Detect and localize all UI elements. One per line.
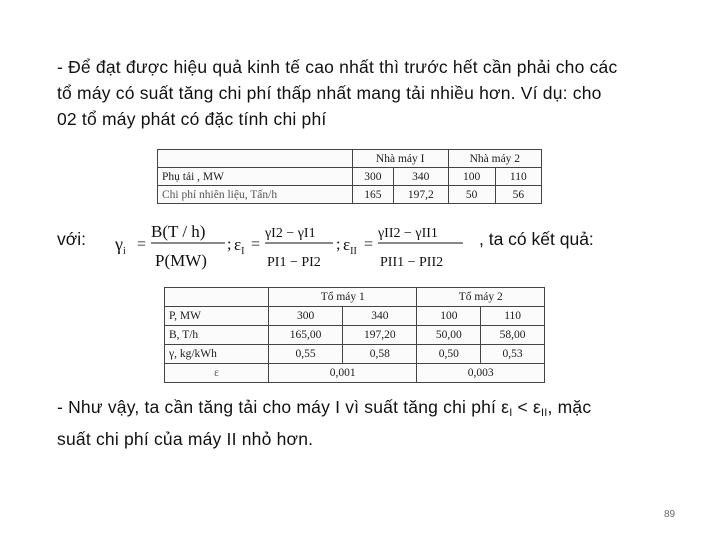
table1-cell: 197,2 xyxy=(393,186,448,204)
table1-cell: 165 xyxy=(352,186,393,204)
gamma-denominator: P(MW) xyxy=(155,251,207,270)
separator-1: ; xyxy=(227,236,232,253)
table2-cell: 0,55 xyxy=(268,345,342,364)
table2-row xyxy=(165,307,545,326)
table2-cell: 0,003 xyxy=(417,364,545,383)
table2-corner-cell xyxy=(165,288,269,307)
intro-line-1: - Để đạt được hiệu quả kinh tế cao nhất thì trước hết cần phải cho các xyxy=(57,57,618,77)
equals-sign: = xyxy=(137,236,147,253)
table2-cell: 300 xyxy=(268,307,342,326)
epsilon-i-denominator: PI1 − PI2 xyxy=(267,255,321,270)
conclusion-line-1-b: < ε xyxy=(512,397,541,417)
table1-cell: 300 xyxy=(352,168,393,186)
page-number: 89 xyxy=(664,509,676,520)
conclusion-line-2: suất chi phí của máy II nhỏ hơn. xyxy=(57,429,314,449)
epsilon-i-numerator: γI2 − γI1 xyxy=(265,226,316,241)
table2-row-label: ε xyxy=(165,364,269,383)
intro-line-3: 02 tổ máy phát có đặc tính chi phí xyxy=(57,109,327,129)
intro-paragraph xyxy=(57,54,679,132)
conclusion-line-1 xyxy=(57,394,679,426)
table2-cell: 165,00 xyxy=(268,326,342,345)
epsilon-i-symbol: $\varepsilon_I$ xyxy=(234,235,245,257)
table2-row-label: P, MW xyxy=(165,307,269,326)
table1-cell: 340 xyxy=(393,168,448,186)
formula-trail-text: , ta có kết quả: xyxy=(479,229,594,249)
conclusion-sub-1: I xyxy=(509,407,513,419)
conclusion-line-1-a: - Như vậy, ta cần tăng tải cho máy I vì suất tăng chi phí ε xyxy=(57,397,510,417)
table2-cell: 0,001 xyxy=(268,364,417,383)
table2-row xyxy=(165,326,545,345)
table1-header-plant1: Nhà máy I xyxy=(352,150,448,168)
equals-sign-3: = xyxy=(364,236,374,253)
table1-cell: 50 xyxy=(448,186,495,204)
table1-row-label: Phụ tải , MW xyxy=(158,168,353,186)
conclusion-paragraph xyxy=(57,394,679,452)
epsilon-ii-numerator: γII2 − γII1 xyxy=(378,226,438,241)
table2-row-label: γ, kg/kWh xyxy=(165,345,269,364)
table1-row xyxy=(158,168,542,186)
formula-lead-text: với: xyxy=(57,229,86,249)
gamma-symbol: $\gamma_i$ xyxy=(115,234,126,257)
separator-2: ; xyxy=(336,236,341,253)
table2-cell: 58,00 xyxy=(481,326,545,345)
equals-sign-2: = xyxy=(251,236,261,253)
epsilon-ii-symbol: $\varepsilon_{II}$ xyxy=(343,235,357,257)
table2-row-label: B, T/h xyxy=(165,326,269,345)
epsilon-ii-denominator: PII1 − PII2 xyxy=(380,255,444,270)
table1-row xyxy=(158,186,542,204)
table1-cell: 56 xyxy=(495,186,541,204)
intro-line-2: tổ máy có suất tăng chi phí thấp nhất mang tải nhiều hơn. Ví dụ: cho xyxy=(57,83,602,103)
gamma-numerator: B(T / h) xyxy=(151,222,206,241)
table1-cell: 110 xyxy=(495,168,541,186)
table2-header-unit2: Tổ máy 2 xyxy=(417,288,545,307)
table2-cell: 0,50 xyxy=(417,345,481,364)
table2-cell: 0,58 xyxy=(343,345,417,364)
conclusion-line-1-c: , mặc xyxy=(547,397,592,417)
incremental-cost-formula xyxy=(113,216,473,276)
table2-cell: 0,53 xyxy=(481,345,545,364)
table2-row xyxy=(165,345,545,364)
table2-cell: 340 xyxy=(343,307,417,326)
cost-characteristics-table xyxy=(157,149,542,204)
conclusion-sub-2: II xyxy=(541,407,548,419)
table1-corner-cell xyxy=(158,150,353,168)
table2-row xyxy=(165,364,545,383)
table2-cell: 110 xyxy=(481,307,545,326)
table2-cell: 50,00 xyxy=(417,326,481,345)
table1-cell: 100 xyxy=(448,168,495,186)
table2-cell: 100 xyxy=(417,307,481,326)
table2-cell: 197,20 xyxy=(343,326,417,345)
results-table xyxy=(164,287,545,383)
table1-row-label: Chi phí nhiên liệu, Tấn/h xyxy=(158,186,353,204)
table1-header-plant2: Nhà máy 2 xyxy=(448,150,541,168)
table2-header-unit1: Tổ máy 1 xyxy=(268,288,417,307)
